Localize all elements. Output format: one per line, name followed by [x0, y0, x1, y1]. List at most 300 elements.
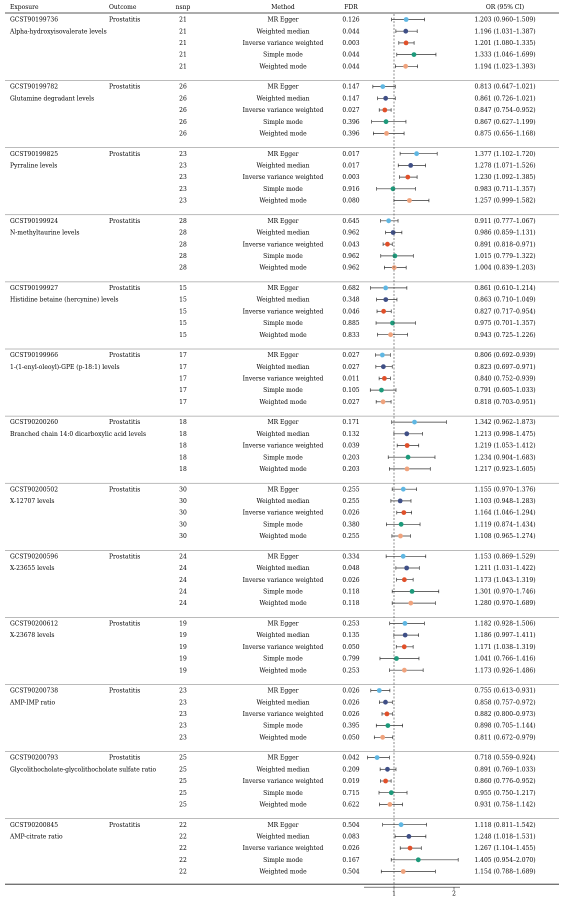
fdr-value: 0.504 [342, 821, 360, 829]
exposure-name: Histidine betaine (hercynine) levels [10, 296, 119, 304]
nsnp-value: 26 [179, 118, 187, 126]
method-label: Weighted median [256, 95, 310, 103]
fdr-value: 0.105 [342, 387, 360, 395]
or-ci-value: 1.278 (1.071–1.526) [474, 162, 536, 170]
or-point [406, 455, 411, 460]
or-point [391, 230, 396, 235]
nsnp-value: 19 [179, 655, 187, 663]
or-point [408, 163, 413, 168]
x-tick-label: 1 [392, 890, 396, 898]
or-ci-value: 0.911 (0.777–1.067) [474, 217, 536, 225]
or-point [408, 846, 413, 851]
fdr-value: 0.043 [342, 241, 360, 249]
or-ci-value: 0.986 (0.859–1.131) [474, 229, 536, 237]
fdr-value: 0.916 [342, 185, 360, 193]
outcome-label: Prostatitis [109, 419, 141, 427]
fdr-value: 0.833 [342, 331, 360, 339]
or-point [403, 64, 408, 69]
exposure-group [10, 755, 536, 809]
exposure-id: GCST90199782 [10, 83, 59, 91]
fdr-value: 0.044 [342, 51, 360, 59]
fdr-value: 0.209 [342, 766, 360, 774]
method-label: MR Egger [267, 83, 299, 91]
fdr-value: 0.396 [342, 118, 360, 126]
exposure-id: GCST90200845 [10, 821, 59, 829]
method-label: Simple mode [263, 185, 303, 193]
or-ci-value: 0.813 (0.647–1.021) [474, 83, 536, 91]
or-point [403, 621, 408, 626]
outcome-label: Prostatitis [109, 16, 141, 24]
exposure-name: Alpha-hydroxyisovalerate levels [10, 28, 107, 36]
fdr-value: 0.027 [342, 352, 360, 360]
exposure-name: Glycolithocholate-glycolithocholate sulfate ratio [10, 766, 157, 774]
or-ci-value: 1.015 (0.779–1.322) [474, 253, 536, 260]
or-point [401, 487, 406, 492]
or-point [377, 688, 382, 693]
nsnp-value: 19 [179, 667, 187, 675]
or-point [404, 41, 409, 46]
nsnp-value: 22 [179, 868, 187, 876]
method-label: Weighted median [256, 498, 310, 505]
method-label: Inverse variance weighted [242, 174, 324, 182]
nsnp-value: 23 [179, 185, 187, 193]
fdr-value: 0.126 [342, 16, 360, 24]
fdr-value: 0.962 [342, 253, 360, 260]
nsnp-value: 21 [179, 63, 187, 71]
or-ci-value: 1.248 (1.018–1.531) [474, 833, 536, 841]
nsnp-value: 22 [179, 821, 187, 829]
nsnp-value: 23 [179, 174, 187, 182]
or-ci-value: 0.955 (0.750–1.217) [474, 789, 536, 797]
fdr-value: 0.255 [342, 533, 360, 541]
or-ci-value: 1.118 (0.811–1.542) [474, 821, 536, 829]
or-ci-value: 0.806 (0.692–0.939) [474, 352, 536, 360]
nsnp-value: 23 [179, 150, 187, 158]
method-label: Weighted median [256, 833, 310, 841]
or-point [412, 420, 417, 425]
method-label: Inverse variance weighted [242, 442, 324, 450]
or-point [394, 656, 399, 661]
or-ci-value: 0.811 (0.672–0.979) [474, 734, 536, 742]
nsnp-value: 23 [179, 722, 187, 730]
or-point [414, 151, 419, 156]
or-point [407, 198, 412, 203]
fdr-value: 0.255 [342, 486, 360, 494]
or-ci-value: 1.301 (0.970–1.746) [474, 588, 536, 596]
or-point [380, 353, 385, 358]
nsnp-value: 24 [179, 576, 187, 584]
outcome-label: Prostatitis [109, 83, 141, 91]
fdr-value: 0.132 [342, 430, 360, 438]
outcome-label: Prostatitis [109, 150, 141, 158]
outcome-label: Prostatitis [109, 352, 141, 360]
nsnp-value: 25 [179, 778, 187, 786]
fdr-value: 0.147 [342, 83, 360, 91]
fdr-value: 0.255 [342, 498, 360, 505]
fdr-value: 0.042 [342, 754, 360, 762]
method-label: Weighted mode [259, 533, 307, 541]
or-ci-value: 1.280 (0.970–1.689) [474, 600, 536, 608]
exposure-id: GCST90200596 [10, 553, 59, 561]
outcome-label: Prostatitis [109, 754, 141, 762]
or-ci-value: 1.211 (1.031–1.422) [474, 565, 536, 573]
fdr-value: 0.962 [342, 264, 360, 272]
exposure-id: GCST90200260 [10, 419, 59, 427]
method-label: MR Egger [267, 620, 299, 628]
fdr-value: 0.203 [342, 466, 360, 473]
nsnp-value: 18 [179, 454, 187, 462]
fdr-value: 0.962 [342, 229, 360, 237]
x-axis [364, 14, 460, 898]
outcome-label: Prostatitis [109, 285, 141, 292]
exposure-group [10, 486, 536, 540]
or-ci-value: 0.755 (0.613–0.931) [474, 687, 536, 695]
nsnp-value: 23 [179, 197, 187, 205]
exposure-group [10, 218, 536, 272]
or-ci-value: 1.041 (0.766–1.416) [474, 655, 536, 663]
method-label: MR Egger [267, 553, 299, 561]
fdr-value: 0.017 [342, 162, 360, 170]
x-tick-label: 2 [452, 890, 456, 898]
exposure-group [10, 419, 536, 473]
or-point [399, 822, 404, 827]
fdr-value: 0.003 [342, 174, 360, 182]
nsnp-value: 21 [179, 28, 187, 36]
or-ci-value: 1.342 (0.962–1.873) [474, 419, 536, 427]
header-or: OR (95% CI) [485, 4, 525, 11]
exposure-group [9, 688, 536, 742]
or-ci-value: 0.882 (0.800–0.973) [474, 711, 536, 718]
method-label: Simple mode [263, 51, 303, 59]
method-label: Inverse variance weighted [242, 241, 324, 249]
or-ci-value: 0.860 (0.776–0.952) [474, 778, 536, 786]
fdr-value: 0.885 [342, 320, 360, 328]
fdr-value: 0.715 [342, 789, 360, 797]
or-point [384, 119, 389, 124]
nsnp-value: 15 [179, 285, 187, 292]
exposure-name: X-12707 levels [10, 498, 55, 505]
method-label: Weighted mode [259, 801, 307, 809]
fdr-value: 0.135 [342, 632, 360, 640]
fdr-value: 0.050 [342, 734, 360, 742]
or-ci-value: 1.164 (1.046–1.294) [474, 509, 536, 517]
nsnp-value: 17 [179, 375, 187, 383]
exposure-name: Pyrraline levels [10, 162, 58, 170]
or-point [406, 834, 411, 839]
nsnp-value: 17 [179, 387, 187, 395]
or-ci-value: 1.333 (1.046–1.699) [474, 51, 536, 59]
method-label: Weighted median [256, 632, 310, 640]
or-point [398, 534, 403, 539]
nsnp-value: 18 [179, 466, 187, 473]
fdr-value: 0.682 [342, 285, 360, 292]
or-point [403, 29, 408, 34]
nsnp-value: 30 [179, 486, 187, 494]
groups-layer [5, 17, 559, 885]
exposure-group [10, 285, 536, 339]
or-ci-value: 0.847 (0.754–0.952) [474, 107, 536, 115]
fdr-value: 0.118 [342, 600, 360, 608]
method-label: Weighted median [256, 766, 310, 774]
or-ci-value: 1.405 (0.954–2.070) [474, 856, 536, 864]
method-label: MR Egger [267, 486, 299, 494]
method-label: Simple mode [263, 387, 303, 395]
exposure-name: X-23678 levels [10, 632, 55, 640]
or-point [383, 779, 388, 784]
exposure-group [9, 17, 536, 71]
exposure-name: N-methyltaurine levels [10, 229, 80, 237]
method-label: Weighted median [256, 296, 310, 304]
nsnp-value: 24 [179, 588, 187, 596]
or-ci-value: 1.377 (1.102–1.720) [474, 150, 536, 158]
exposure-id: GCST90199966 [10, 352, 59, 360]
fdr-value: 0.027 [342, 107, 360, 115]
or-ci-value: 1.173 (1.043–1.319) [474, 576, 536, 584]
nsnp-value: 22 [179, 833, 187, 841]
exposure-id: GCST90199927 [10, 285, 59, 292]
or-point [385, 242, 390, 247]
exposure-group [10, 621, 536, 675]
method-label: Simple mode [263, 789, 303, 797]
or-ci-value: 0.943 (0.725–1.226) [474, 331, 536, 339]
or-point [393, 254, 398, 259]
method-label: Weighted median [256, 229, 310, 237]
fdr-value: 0.504 [342, 868, 360, 876]
outcome-label: Prostatitis [109, 620, 141, 628]
method-label: Weighted mode [259, 600, 307, 608]
method-label: Weighted median [256, 565, 310, 573]
fdr-value: 0.044 [342, 28, 360, 36]
method-label: Weighted median [256, 363, 310, 371]
fdr-value: 0.080 [342, 197, 360, 205]
or-ci-value: 0.827 (0.717–0.954) [474, 308, 536, 316]
header-outcome: Outcome [109, 4, 137, 11]
nsnp-value: 15 [179, 308, 187, 316]
method-label: MR Egger [267, 285, 299, 292]
fdr-value: 0.147 [342, 95, 360, 103]
header-nsnp: nsnp [175, 4, 191, 11]
method-label: Weighted mode [259, 667, 307, 675]
method-label: Weighted median [256, 162, 310, 170]
or-point [405, 443, 410, 448]
method-label: Inverse variance weighted [242, 375, 324, 383]
nsnp-value: 23 [179, 734, 187, 742]
or-ci-value: 0.718 (0.559–0.924) [474, 754, 536, 762]
fdr-value: 0.083 [342, 833, 360, 841]
method-label: Weighted median [256, 430, 310, 438]
or-ci-value: 1.153 (0.869–1.529) [474, 553, 536, 561]
or-ci-value: 0.861 (0.610–1.214) [474, 285, 536, 292]
method-label: Inverse variance weighted [242, 778, 324, 786]
method-label: Inverse variance weighted [242, 643, 324, 651]
method-label: Weighted mode [259, 868, 307, 876]
outcome-label: Prostatitis [109, 687, 141, 695]
or-point [404, 17, 409, 22]
fdr-value: 0.118 [342, 588, 360, 596]
exposure-name: Glutamine degradant levels [10, 95, 95, 103]
or-ci-value: 0.858 (0.757–0.972) [474, 699, 536, 707]
fdr-value: 0.026 [342, 845, 360, 853]
fdr-value: 0.026 [342, 509, 360, 517]
or-point [385, 767, 390, 772]
nsnp-value: 18 [179, 442, 187, 450]
nsnp-value: 23 [179, 711, 187, 718]
exposure-id: GCST90199924 [10, 217, 59, 225]
nsnp-value: 30 [179, 509, 187, 517]
nsnp-value: 28 [179, 264, 187, 272]
exposure-id: GCST90200612 [10, 620, 59, 628]
or-point [386, 218, 391, 223]
exposure-id: GCST90199736 [10, 16, 59, 24]
exposure-name: 1-(1-enyl-oleoyl)-GPE (p-18:1) levels [10, 363, 120, 371]
nsnp-value: 24 [179, 600, 187, 608]
nsnp-value: 28 [179, 217, 187, 225]
fdr-value: 0.380 [342, 521, 360, 529]
or-point [404, 431, 409, 436]
nsnp-value: 19 [179, 643, 187, 651]
fdr-value: 0.253 [342, 667, 360, 675]
exposure-group [10, 352, 536, 406]
nsnp-value: 19 [179, 620, 187, 628]
exposure-group [9, 822, 536, 876]
or-ci-value: 1.173 (0.926–1.486) [474, 667, 536, 675]
method-label: MR Egger [267, 821, 299, 829]
or-point [385, 723, 390, 728]
exposure-name: Branched chain 14:0 dicarboxylic acid levels [10, 430, 147, 438]
or-point [405, 175, 410, 180]
nsnp-value: 25 [179, 766, 187, 774]
method-label: MR Egger [267, 16, 299, 24]
or-ci-value: 1.257 (0.999–1.582) [474, 197, 536, 205]
or-ci-value: 1.154 (0.788–1.689) [474, 868, 536, 876]
or-ci-value: 1.213 (0.998–1.475) [474, 430, 536, 438]
or-ci-value: 1.194 (1.023–1.393) [474, 63, 536, 71]
method-label: Weighted median [256, 699, 310, 707]
fdr-value: 0.171 [342, 419, 360, 427]
exposure-name: AMP-IMP ratio [10, 699, 56, 707]
method-label: Inverse variance weighted [242, 308, 324, 316]
nsnp-value: 30 [179, 533, 187, 541]
method-label: Weighted mode [259, 466, 307, 473]
or-point [382, 376, 387, 381]
nsnp-value: 17 [179, 363, 187, 371]
or-point [402, 644, 407, 649]
or-point [380, 735, 385, 740]
or-point [412, 52, 417, 57]
nsnp-value: 15 [179, 331, 187, 339]
or-ci-value: 1.230 (1.092–1.385) [474, 174, 536, 182]
or-point [383, 96, 388, 101]
method-label: Weighted mode [259, 197, 307, 205]
nsnp-value: 15 [179, 320, 187, 328]
nsnp-value: 23 [179, 699, 187, 707]
or-point [387, 802, 392, 807]
exposure-name: X-23655 levels [10, 565, 55, 573]
fdr-value: 0.026 [342, 687, 360, 695]
or-point [381, 364, 386, 369]
method-label: MR Egger [267, 419, 299, 427]
nsnp-value: 22 [179, 856, 187, 864]
or-ci-value: 0.791 (0.605–1.033) [474, 387, 536, 395]
outcome-label: Prostatitis [109, 217, 141, 225]
fdr-value: 0.026 [342, 699, 360, 707]
method-label: MR Egger [267, 150, 299, 158]
exposure-id: GCST90200793 [10, 754, 59, 762]
exposure-group [10, 553, 536, 607]
or-point [383, 297, 388, 302]
fdr-value: 0.039 [342, 442, 360, 450]
header-method: Method [271, 4, 295, 11]
fdr-value: 0.027 [342, 398, 360, 406]
or-point [375, 755, 380, 760]
nsnp-value: 28 [179, 253, 187, 260]
method-label: Simple mode [263, 856, 303, 864]
nsnp-value: 28 [179, 229, 187, 237]
or-point [399, 522, 404, 527]
or-ci-value: 1.108 (0.965–1.274) [474, 533, 536, 541]
fdr-value: 0.348 [342, 296, 360, 304]
or-point [402, 668, 407, 673]
method-label: MR Egger [267, 754, 299, 762]
method-label: Weighted mode [259, 264, 307, 272]
or-point [379, 388, 384, 393]
or-ci-value: 0.898 (0.705–1.144) [474, 722, 536, 730]
or-point [416, 857, 421, 862]
nsnp-value: 22 [179, 845, 187, 853]
nsnp-value: 15 [179, 296, 187, 304]
or-point [401, 869, 406, 874]
nsnp-value: 26 [179, 95, 187, 103]
fdr-value: 0.017 [342, 150, 360, 158]
nsnp-value: 30 [179, 521, 187, 529]
method-label: Weighted mode [259, 130, 307, 138]
or-ci-value: 0.931 (0.758–1.142) [474, 801, 536, 809]
fdr-value: 0.026 [342, 711, 360, 718]
exposure-group [10, 84, 536, 138]
nsnp-value: 30 [179, 498, 187, 505]
or-point [388, 332, 393, 337]
fdr-value: 0.395 [342, 722, 360, 730]
or-point [403, 633, 408, 638]
table-header [10, 4, 524, 11]
fdr-value: 0.048 [342, 565, 360, 573]
or-point [404, 566, 409, 571]
nsnp-value: 23 [179, 687, 187, 695]
nsnp-value: 18 [179, 419, 187, 427]
or-point [383, 700, 388, 705]
method-label: Simple mode [263, 320, 303, 328]
or-ci-value: 1.196 (1.031–1.387) [474, 28, 536, 36]
method-label: Inverse variance weighted [242, 40, 324, 47]
or-ci-value: 1.155 (0.970–1.376) [474, 486, 536, 494]
fdr-value: 0.203 [342, 454, 360, 462]
exposure-group [10, 151, 536, 205]
or-point [381, 399, 386, 404]
method-label: Inverse variance weighted [242, 711, 324, 718]
nsnp-value: 21 [179, 40, 187, 47]
exposure-id: GCST90199825 [10, 150, 59, 158]
nsnp-value: 26 [179, 83, 187, 91]
fdr-value: 0.645 [342, 217, 360, 225]
method-label: Inverse variance weighted [242, 576, 324, 584]
method-label: Simple mode [263, 454, 303, 462]
method-label: Weighted mode [259, 63, 307, 71]
fdr-value: 0.019 [342, 778, 360, 786]
or-ci-value: 1.171 (1.038–1.319) [474, 643, 536, 651]
or-point [389, 790, 394, 795]
fdr-value: 0.799 [342, 655, 360, 663]
fdr-value: 0.396 [342, 130, 360, 138]
